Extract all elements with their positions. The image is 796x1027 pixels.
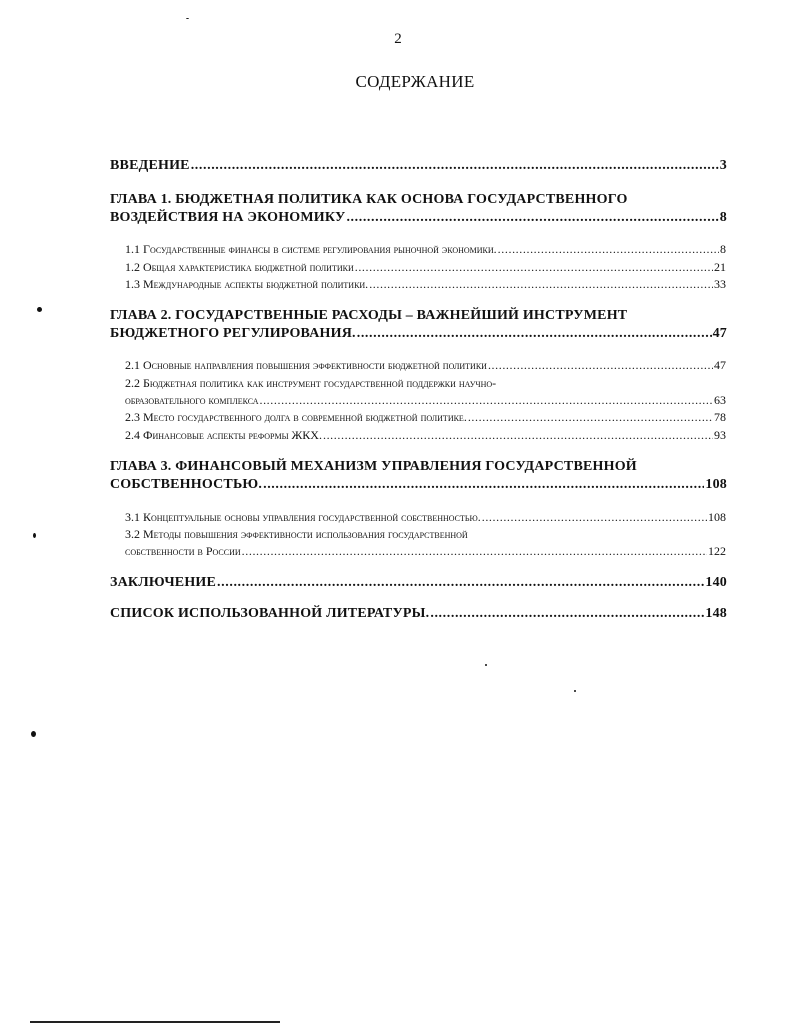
- toc-leader-dots: [357, 326, 712, 342]
- toc-entry-label: 2.4 Финансовые аспекты реформы ЖКХ.: [125, 428, 322, 442]
- toc-entry-label: образовательного комплекса: [125, 393, 259, 407]
- toc-section-2-2-line1[interactable]: 2.2 Бюджетная политика как инструмент государственной поддержки научно-: [125, 376, 497, 390]
- toc-entry-page: 8: [719, 210, 727, 225]
- toc-heading: СОДЕРЖАНИЕ: [355, 72, 475, 91]
- toc-entry-label: СПИСОК ИСПОЛЬЗОВАННОЙ ЛИТЕРАТУРЫ.: [110, 606, 430, 621]
- toc-entry-page: 78: [714, 410, 726, 424]
- toc-entry-label: 1.2 Общая характеристика бюджетной политики: [125, 260, 354, 274]
- toc-entry-page: 8: [720, 242, 726, 256]
- toc-chapter-3-title-line2: СОБСТВЕННОСТЬЮ.: [110, 477, 263, 492]
- toc-entry-page: 108: [705, 477, 727, 492]
- scan-speck: [31, 731, 36, 737]
- toc-chapter-3[interactable]: [110, 477, 727, 493]
- scan-speck: [37, 307, 42, 312]
- toc-entry-page: 140: [705, 575, 727, 590]
- toc-chapter-1-title-line2: ВОЗДЕЙСТВИЯ НА ЭКОНОМИКУ: [110, 210, 346, 225]
- toc-entry-conclusion[interactable]: [110, 575, 727, 591]
- toc-entry-page: 122: [708, 544, 726, 558]
- toc-leader-dots: [242, 544, 707, 559]
- toc-entry-page: 21: [714, 260, 726, 274]
- toc-leader-dots: [468, 410, 713, 425]
- toc-section-3-2[interactable]: [125, 544, 726, 559]
- toc-entry-label: 3.1 Концептуальные основы управления государственной собственностью.: [125, 510, 481, 524]
- toc-chapter-1-title-line1[interactable]: ГЛАВА 1. БЮДЖЕТНАЯ ПОЛИТИКА КАК ОСНОВА ГОСУДАРСТВЕННОГО: [110, 192, 628, 207]
- scan-speck: [186, 18, 189, 19]
- toc-section-2-4[interactable]: [125, 428, 726, 443]
- toc-section-1-2[interactable]: [125, 260, 726, 275]
- scan-speck: [485, 664, 487, 666]
- toc-leader-dots: [191, 158, 719, 174]
- toc-entry-introduction[interactable]: [110, 158, 727, 174]
- toc-leader-dots: [259, 393, 713, 408]
- footer-rule: [30, 1021, 280, 1023]
- toc-section-2-3[interactable]: [125, 410, 726, 425]
- toc-leader-dots: [498, 242, 719, 257]
- toc-entry-page: 108: [708, 510, 726, 524]
- toc-entry-label: 2.1 Основные направления повышения эффективности бюджетной политики: [125, 358, 487, 372]
- scan-speck: [574, 690, 576, 692]
- toc-section-1-3[interactable]: [125, 277, 726, 292]
- toc-leader-dots: [430, 606, 704, 622]
- toc-leader-dots: [346, 210, 718, 226]
- toc-leader-dots: [217, 575, 704, 591]
- toc-section-2-1[interactable]: [125, 358, 726, 373]
- toc-leader-dots: [369, 277, 713, 292]
- toc-entry-page: 47: [714, 358, 726, 372]
- scan-speck: [33, 533, 36, 538]
- toc-entry-label: 1.3 Международные аспекты бюджетной политики.: [125, 277, 369, 291]
- toc-entry-page: 148: [705, 606, 727, 621]
- toc-entry-bibliography[interactable]: [110, 606, 727, 622]
- toc-leader-dots: [355, 260, 713, 275]
- toc-entry-page: 3: [719, 158, 727, 173]
- toc-entry-page: 47: [712, 326, 727, 341]
- toc-leader-dots: [488, 358, 713, 373]
- toc-chapter-2[interactable]: [110, 326, 727, 342]
- toc-entry-label: ВВЕДЕНИЕ: [110, 158, 190, 173]
- toc-section-3-1[interactable]: [125, 510, 726, 525]
- toc-entry-page: 93: [714, 428, 726, 442]
- toc-chapter-3-title-line1[interactable]: ГЛАВА 3. ФИНАНСОВЫЙ МЕХАНИЗМ УПРАВЛЕНИЯ ГОСУДАРСТВЕННОЙ: [110, 459, 637, 474]
- toc-entry-label: собственности в России: [125, 544, 241, 558]
- toc-entry-page: 33: [714, 277, 726, 291]
- toc-leader-dots: [263, 477, 704, 493]
- toc-entry-label: 1.1 Государственные финансы в системе регулирования рыночной экономики.: [125, 242, 497, 256]
- toc-entry-label: 2.3 Место государственного долга в современной бюджетной политике.: [125, 410, 467, 424]
- toc-chapter-2-title-line1[interactable]: ГЛАВА 2. ГОСУДАРСТВЕННЫЕ РАСХОДЫ – ВАЖНЕЙШИЙ ИНСТРУМЕНТ: [110, 308, 628, 323]
- toc-chapter-1[interactable]: [110, 210, 727, 226]
- toc-section-1-1[interactable]: [125, 242, 726, 257]
- toc-section-3-2-line1[interactable]: 3.2 Методы повышения эффективности использования государственной: [125, 527, 468, 541]
- toc-chapter-2-title-line2: БЮДЖЕТНОГО РЕГУЛИРОВАНИЯ.: [110, 326, 356, 341]
- toc-entry-page: 63: [714, 393, 726, 407]
- page-number: 2: [394, 31, 402, 47]
- toc-leader-dots: [323, 428, 713, 443]
- toc-leader-dots: [482, 510, 707, 525]
- toc-entry-label: ЗАКЛЮЧЕНИЕ: [110, 575, 217, 590]
- toc-section-2-2[interactable]: [125, 393, 726, 408]
